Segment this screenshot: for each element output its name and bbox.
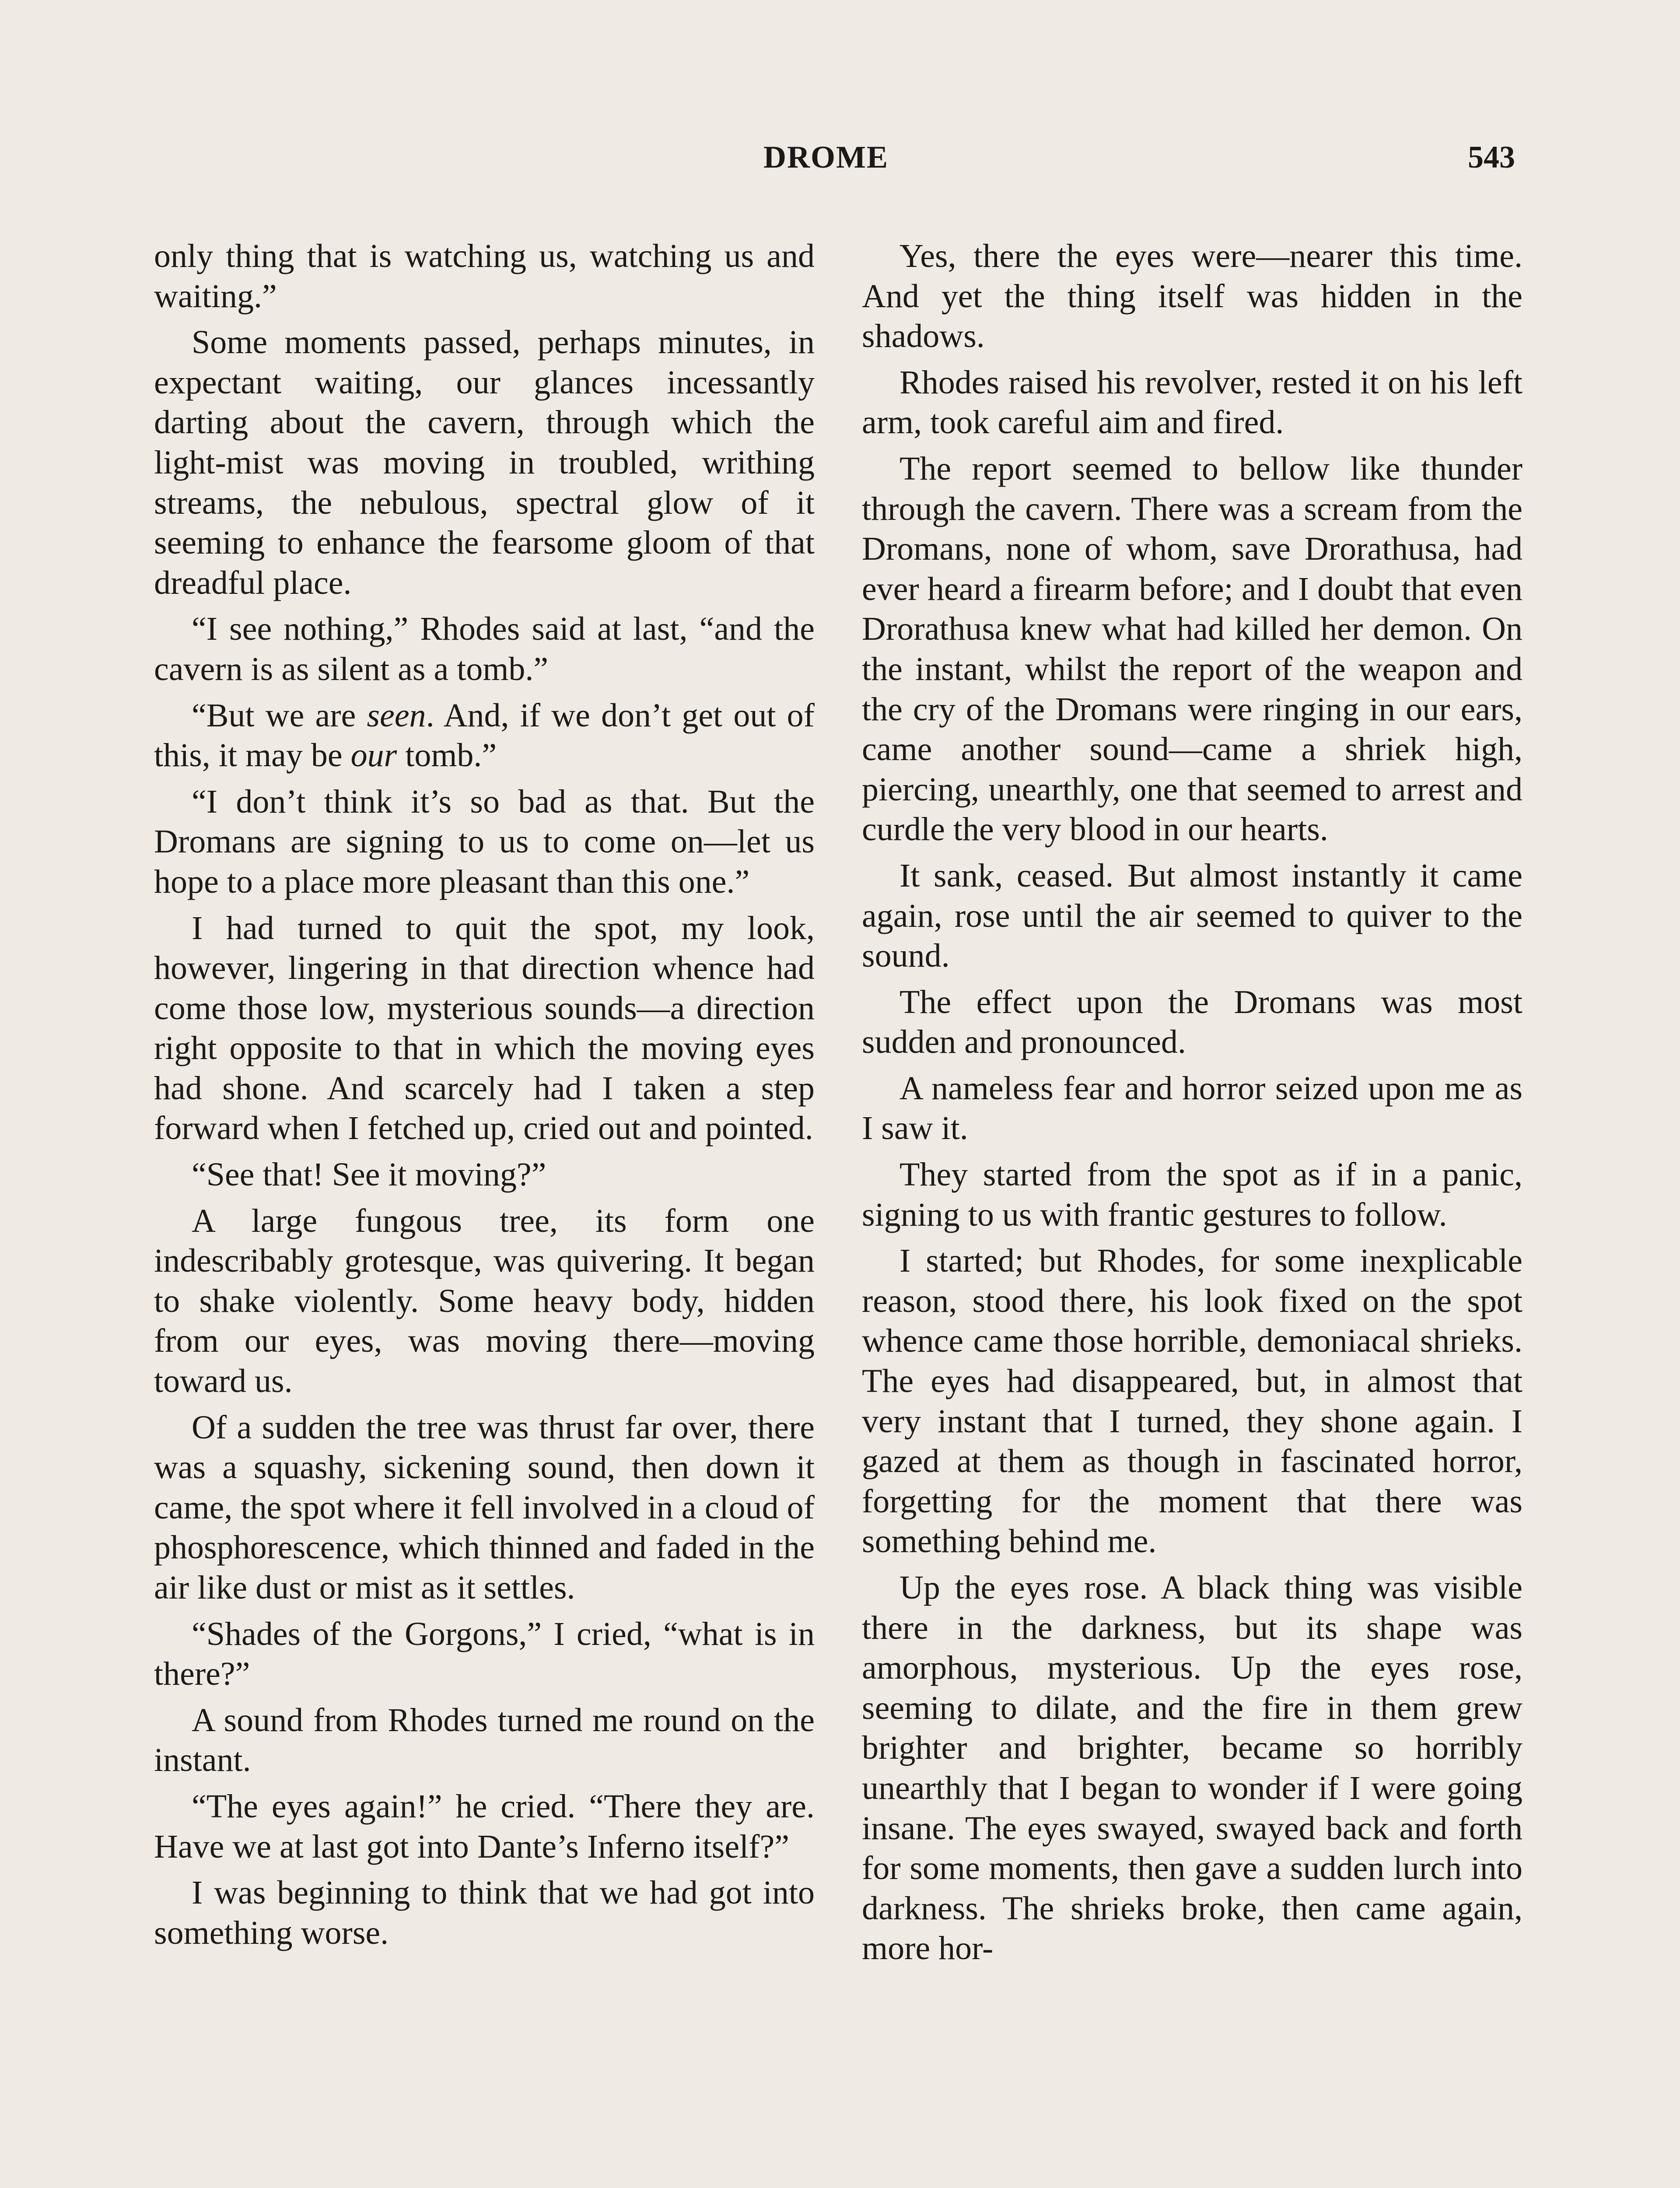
paragraph: “The eyes again!” he cried. “There they are. Have we at last got into Dante’s Inferno itself?” [154, 1788, 815, 1865]
paragraph [154, 696, 815, 776]
paragraph: only thing that is watching us, watching us and waiting.” [154, 238, 815, 315]
paragraph: Up the eyes rose. A black thing was visible there in the darkness, but its shape was amorphous, mysterious. Up the eyes rose, seeming to dilate, and the fire in them grew brighter and brighter, became so horribly unearthly that I began to wonder if I were going insane. The eyes swayed, swayed back and forth for some moments, then gave a sudden lurch into darkness. The shrieks broke, then came again, more hor- [862, 1569, 1522, 1967]
page-number: 543 [1468, 140, 1515, 175]
paragraph: I had turned to quit the spot, my look, however, lingering in that direction whence had come those low, mysterious sounds—a direction right opposite to that in which the moving eyes had shone. And scarcely had I taken a step forward when I fetched up, cried out and pointed. [154, 909, 815, 1147]
paragraph: A large fungous tree, its form one indescribably grotesque, was quivering. It began to shake violently. Some heavy body, hidden from our eyes, was moving there—moving toward us. [154, 1202, 815, 1400]
left-column [154, 236, 815, 1959]
paragraph: I started; but Rhodes, for some inexplicable reason, stood there, his look fixed on the spot whence came those horrible, demoniacal shrieks. The eyes had disappeared, but, in almost that very instant that I turned, they shone again. I gazed at them as though in fascinated horror, forgetting for the moment that there was something behind me. [862, 1242, 1522, 1560]
paragraph: Rhodes raised his revolver, rested it on his left arm, took careful aim and fired. [862, 364, 1522, 441]
page-header [0, 139, 1680, 179]
paragraph: A nameless fear and horror seized upon me as I saw it. [862, 1069, 1522, 1147]
paragraph: The report seemed to bellow like thunder through the cavern. There was a scream from the Dromans, none of whom, save Drorathusa, had ever heard a firearm before; and I doubt that even Drorathusa knew what had killed her demon. On the instant, whilst the report of the weapon and the cry of the Dromans were ringing in our ears, came another sound—came a shriek high, piercing, unearthly, one that seemed to arrest and curdle the very blood in our hearts. [862, 450, 1522, 848]
paragraph: It sank, ceased. But almost instantly it came again, rose until the air seemed to quiver to the sound. [862, 857, 1522, 975]
paragraph: “Shades of the Gorgons,” I cried, “what is in there?” [154, 1615, 815, 1693]
paragraph: I was beginning to think that we had got into something worse. [154, 1874, 815, 1951]
paragraph: The effect upon the Dromans was most sudden and pronounced. [862, 983, 1522, 1061]
italic-text: our [350, 737, 397, 774]
right-column [862, 236, 1522, 1975]
text-run: tomb.” [397, 737, 497, 774]
paragraph: Some moments passed, perhaps minutes, in expectant waiting, our glances incessantly darting about the cavern, through which the light-mist was moving in troubled, writhing streams, the nebulous, spectral glow of it seeming to enhance the fearsome gloom of that dreadful place. [154, 324, 815, 601]
paragraph: Yes, there the eyes were—nearer this time. And yet the thing itself was hidden in the shadows. [862, 238, 1522, 355]
text-run: . And, if we don’t get out of this, it may be [154, 697, 815, 774]
running-title: DROME [763, 140, 889, 175]
paragraph: “I don’t think it’s so bad as that. But the Dromans are signing to us to come on—let us hope to a place more pleasant than this one.” [154, 783, 815, 900]
paragraph: Of a sudden the tree was thrust far over, there was a squashy, sickening sound, then down it came, the spot where it fell involved in a cloud of phosphorescence, which thinned and faded in the air like dust or mist as it settles. [154, 1409, 815, 1606]
paragraph: “I see nothing,” Rhodes said at last, “and the cavern is as silent as a tomb.” [154, 610, 815, 687]
paragraph: “See that! See it moving?” [192, 1156, 546, 1193]
text-run: “But we are [192, 697, 367, 734]
italic-text: seen [367, 697, 426, 734]
paragraph: They started from the spot as if in a panic, signing to us with frantic gestures to follow. [862, 1156, 1522, 1233]
paragraph: A sound from Rhodes turned me round on the instant. [154, 1701, 815, 1779]
